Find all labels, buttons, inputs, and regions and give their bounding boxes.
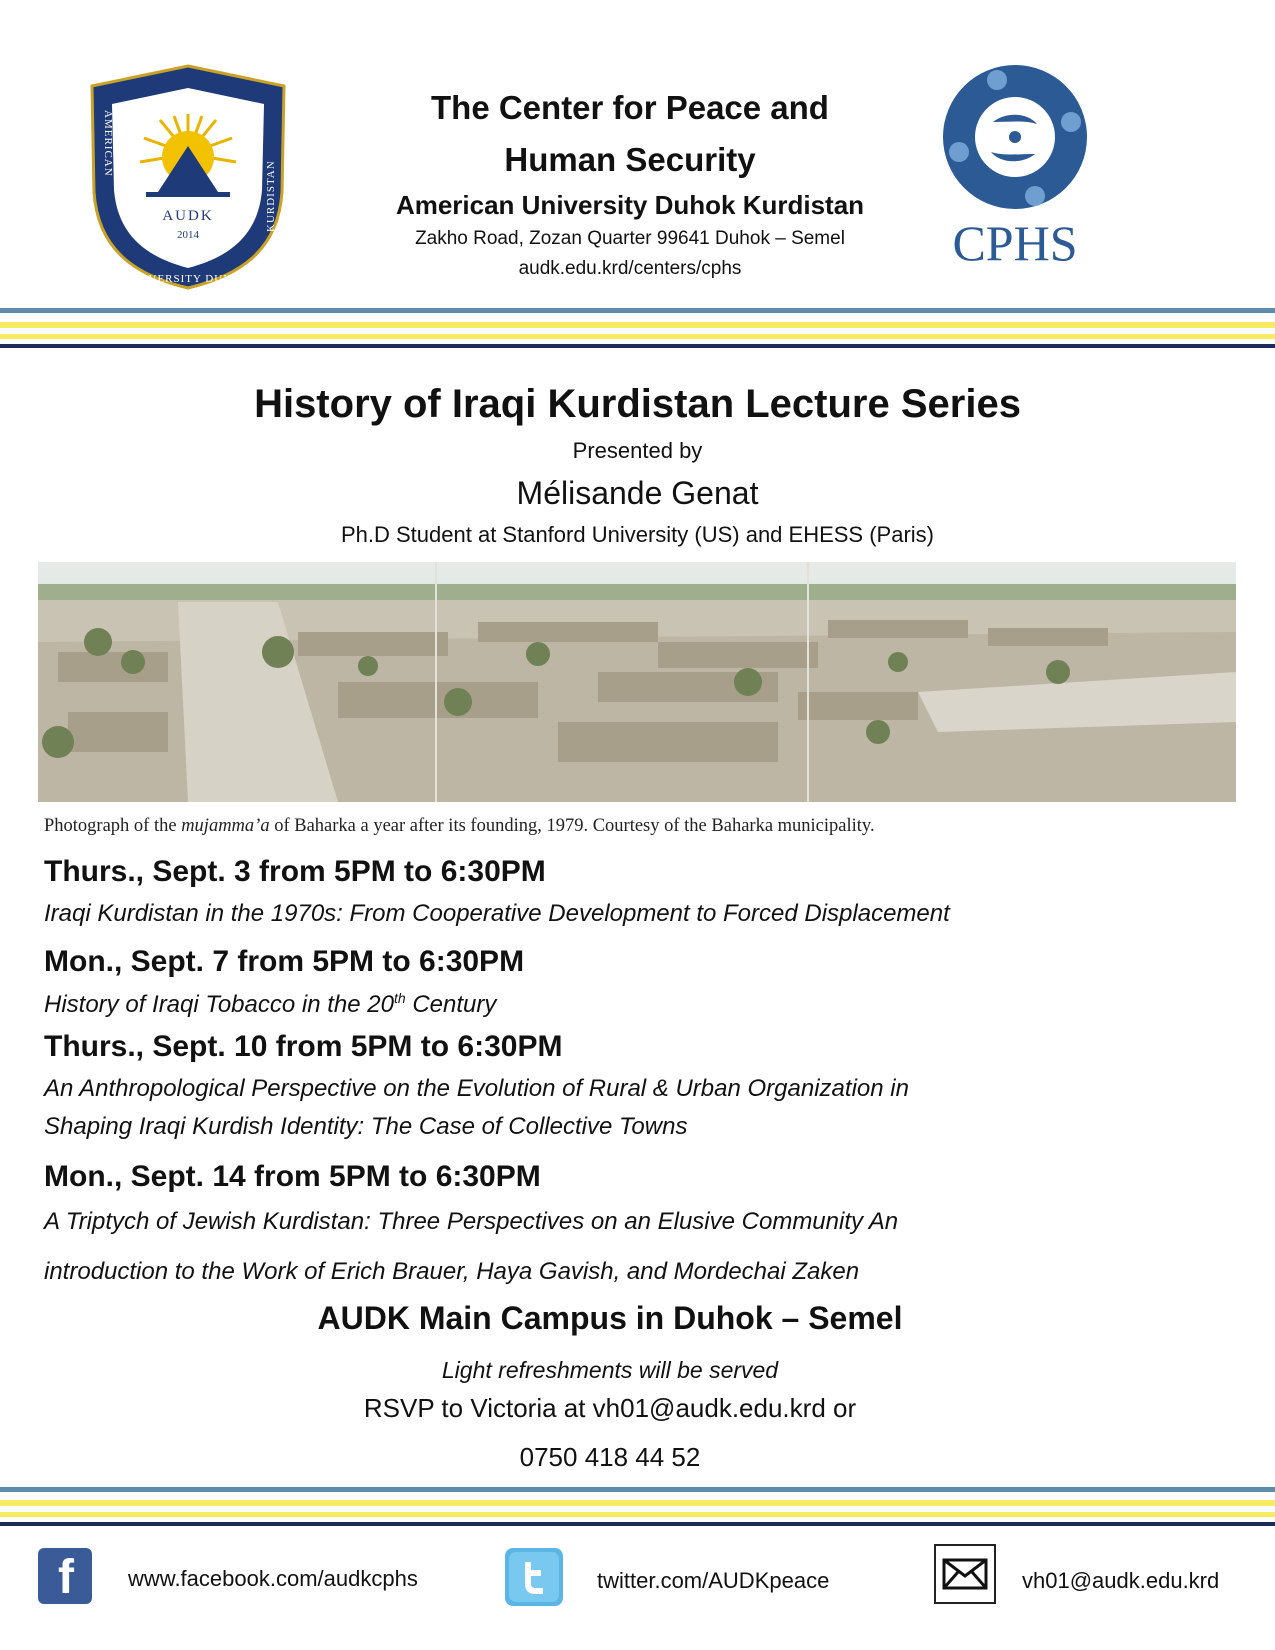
center-name-line2: Human Security <box>504 141 756 178</box>
center-name <box>340 82 920 186</box>
email-icon[interactable] <box>934 1544 996 1604</box>
presenter-name: Mélisande Genat <box>516 475 759 511</box>
lecture-3-title-line2: Shaping Iraqi Kurdish Identity: The Case of Collective Towns <box>44 1113 688 1140</box>
website-url[interactable]: audk.edu.krd/centers/cphs <box>518 258 742 279</box>
presented-by: Presented by <box>572 438 703 463</box>
facebook-link[interactable]: www.facebook.com/audkcphs <box>128 1566 418 1591</box>
refreshments-note: Light refreshments will be served <box>441 1357 779 1383</box>
rsvp-phone: 0750 418 44 52 <box>519 1442 701 1472</box>
lecture-1-title: Iraqi Kurdistan in the 1970s: From Cooperative Development to Forced Displacement <box>44 900 950 927</box>
audk-logo-ring-right: KURDISTAN <box>265 160 277 232</box>
audk-logo-ring-bottom: UNIVERSITY DUHOK <box>125 273 251 285</box>
lecture-4-date: Mon., Sept. 14 from 5PM to 6:30PM <box>44 1160 541 1193</box>
cphs-logo-text: CPHS <box>952 215 1078 271</box>
rsvp-line: RSVP to Victoria at vh01@audk.edu.krd or <box>363 1393 857 1423</box>
photo-caption-post: of Baharka a year after its founding, 1979. Courtesy of the Baharka municipality. <box>274 816 875 836</box>
lecture-2-title-sup: th <box>393 990 406 1006</box>
photo-caption-term: mujamma’a <box>181 816 270 836</box>
baharka-photo <box>38 562 1236 802</box>
lecture-4-title-line1: A Triptych of Jewish Kurdistan: Three Perspectives on an Elusive Community An <box>44 1208 899 1235</box>
lecture-2-date: Mon., Sept. 7 from 5PM to 6:30PM <box>44 945 525 978</box>
lecture-2-title-suffix: Century <box>405 991 497 1018</box>
audk-logo <box>88 62 288 292</box>
university-name: American University Duhok Kurdistan <box>395 190 865 220</box>
email-link[interactable]: vh01@audk.edu.krd <box>1022 1568 1220 1593</box>
lecture-1-date: Thurs., Sept. 3 from 5PM to 6:30PM <box>44 855 546 888</box>
venue: AUDK Main Campus in Duhok – Semel <box>317 1300 903 1336</box>
cphs-logo <box>935 62 1095 277</box>
facebook-icon-glyph: f <box>58 1551 74 1604</box>
lecture-2-title <box>44 990 496 1019</box>
lecture-2-title-text: History of Iraqi Tobacco in the 20 <box>44 991 394 1018</box>
center-name-line1: The Center for Peace and <box>431 89 829 126</box>
audk-logo-abbrev: AUDK <box>162 208 214 224</box>
photo-caption <box>44 816 875 837</box>
lecture-4-title-line2: introduction to the Work of Erich Brauer, Haya Gavish, and Mordechai Zaken <box>44 1258 860 1285</box>
photo-caption-pre: Photograph of the <box>44 816 177 836</box>
lecture-3-date: Thurs., Sept. 10 from 5PM to 6:30PM <box>44 1030 563 1063</box>
twitter-link[interactable]: twitter.com/AUDKpeace <box>597 1568 830 1593</box>
audk-logo-ring-left: AMERICAN <box>102 110 114 177</box>
audk-logo-year: 2014 <box>177 229 199 241</box>
lecture-3-title-line1: An Anthropological Perspective on the Evolution of Rural & Urban Organization in <box>44 1075 909 1102</box>
presenter-affiliation: Ph.D Student at Stanford University (US) and EHESS (Paris) <box>340 522 934 547</box>
facebook-icon[interactable] <box>38 1548 92 1604</box>
twitter-icon[interactable] <box>505 1548 563 1606</box>
page-title: History of Iraqi Kurdistan Lecture Series <box>254 382 1021 426</box>
address: Zakho Road, Zozan Quarter 99641 Duhok – Semel <box>415 228 845 249</box>
cphs-emblem-icon <box>935 62 1095 212</box>
